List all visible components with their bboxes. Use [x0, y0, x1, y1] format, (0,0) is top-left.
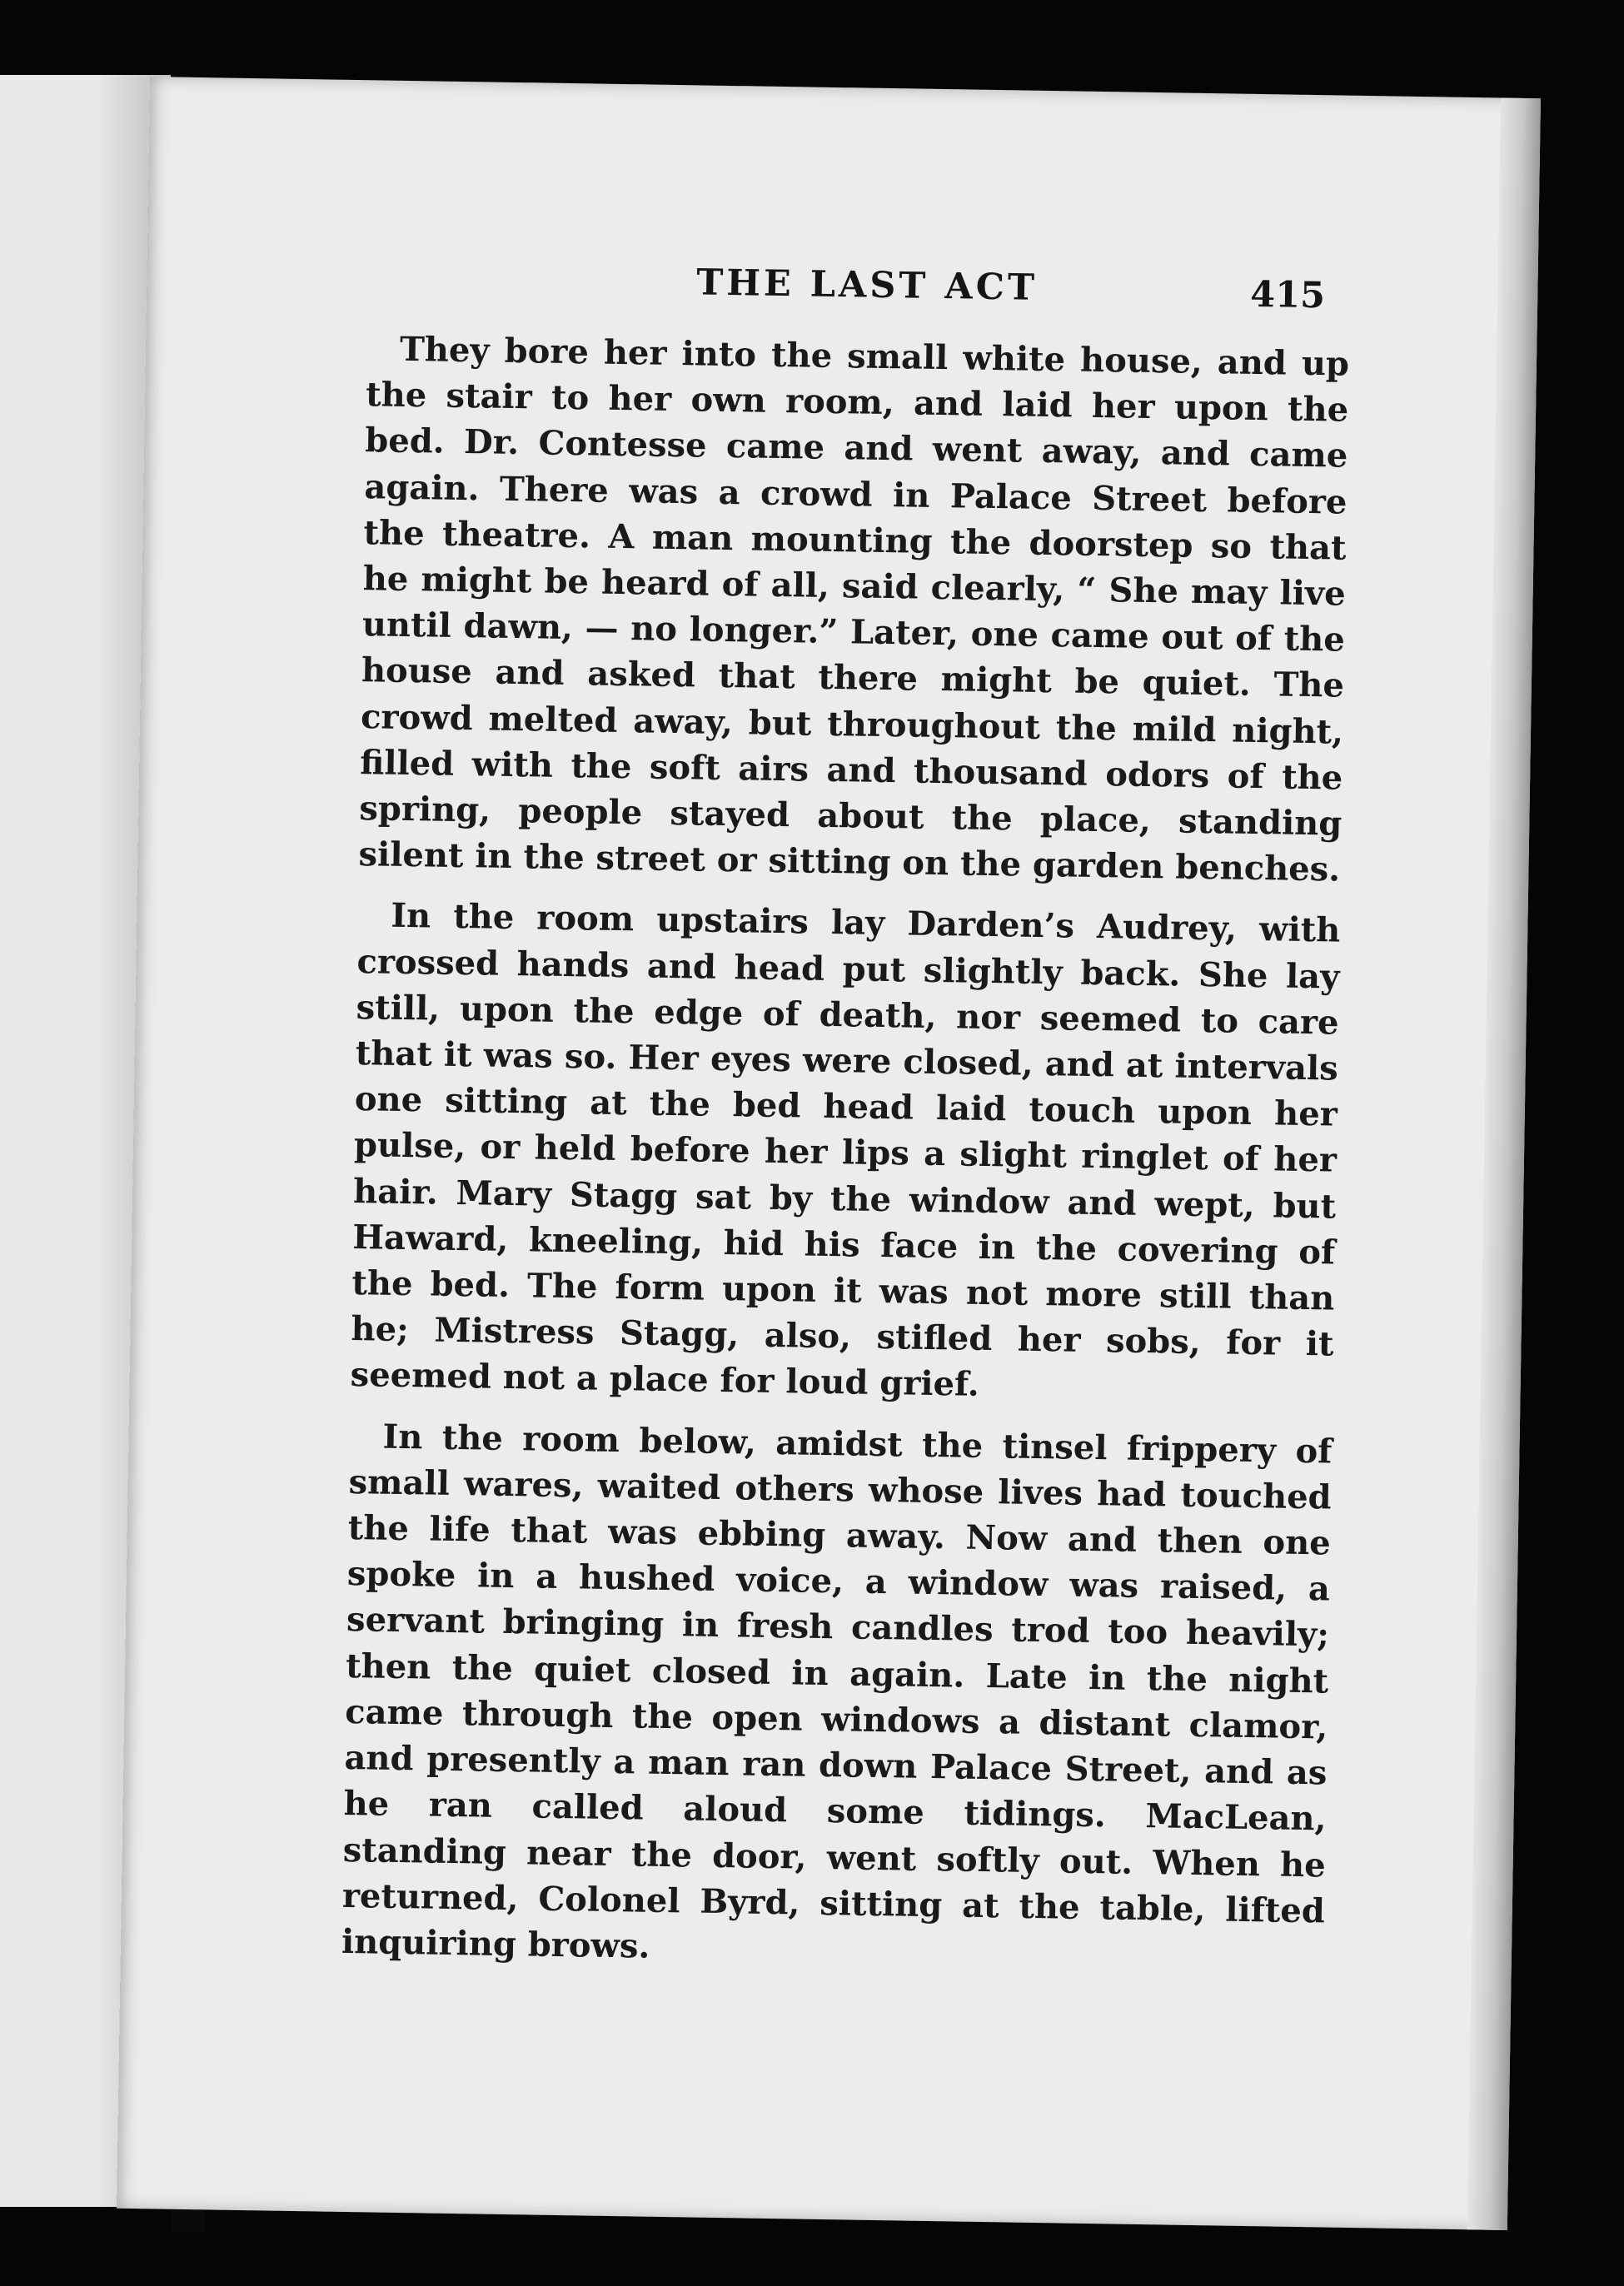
book-page [117, 77, 1541, 2230]
paragraph: In the room below, amidst the tinsel frippery of small wares, waited others whose lives had touched the life that was ebbing away. Now and then one spoke in a hushed voice, a window was raised, a servant bringing in fresh candles trod too heavily; then the quiet closed in again. Late in the night came through the open windows a distant clamor, and presently a man ran down Palace Street, and as he ran called aloud some tidings. MacLean, standing near the door, went softly out. When he returned, Colonel Byrd, sitting at the table, lifted inquiring brows. [341, 1417, 1333, 1966]
page-header [147, 253, 1538, 333]
body-text [341, 326, 1349, 1995]
paragraph: They bore her into the small white house, and up the stair to her own room, and laid her upon the bed. Dr. Contesse came and went away, and came again. There was a crowd in Palace Street before the theatre. A man mounting the doorstep so that he might be heard of all, said clearly, “ She may live until dawn, — no longer.” Later, one came out of the house and asked that there might be quiet. The crowd melted away, but throughout the mild night, filled with the soft airs and thousand odors of the spring, people stayed about the place, standing silent in the street or sitting on the garden benches. [358, 329, 1350, 889]
paragraph: In the room upstairs lay Darden’s Audrey, with crossed hands and head put slightly back. She lay still, upon the edge of death, nor seemed to care that it was so. Her eyes were closed, and at intervals one sitting at the bed head laid touch upon her pulse, or held before her lips a slight ringlet of her hair. Mary Stagg sat by the window and wept, but Haward, kneeling, hid his face in the covering of the bed. The form upon it was not more still than he; Mistress Stagg, also, stifled her sobs, for it seemed not a place for loud grief. [350, 896, 1341, 1405]
running-title: THE LAST ACT [696, 261, 1039, 309]
page-edge [1467, 98, 1541, 2230]
page-number: 415 [1249, 273, 1326, 317]
